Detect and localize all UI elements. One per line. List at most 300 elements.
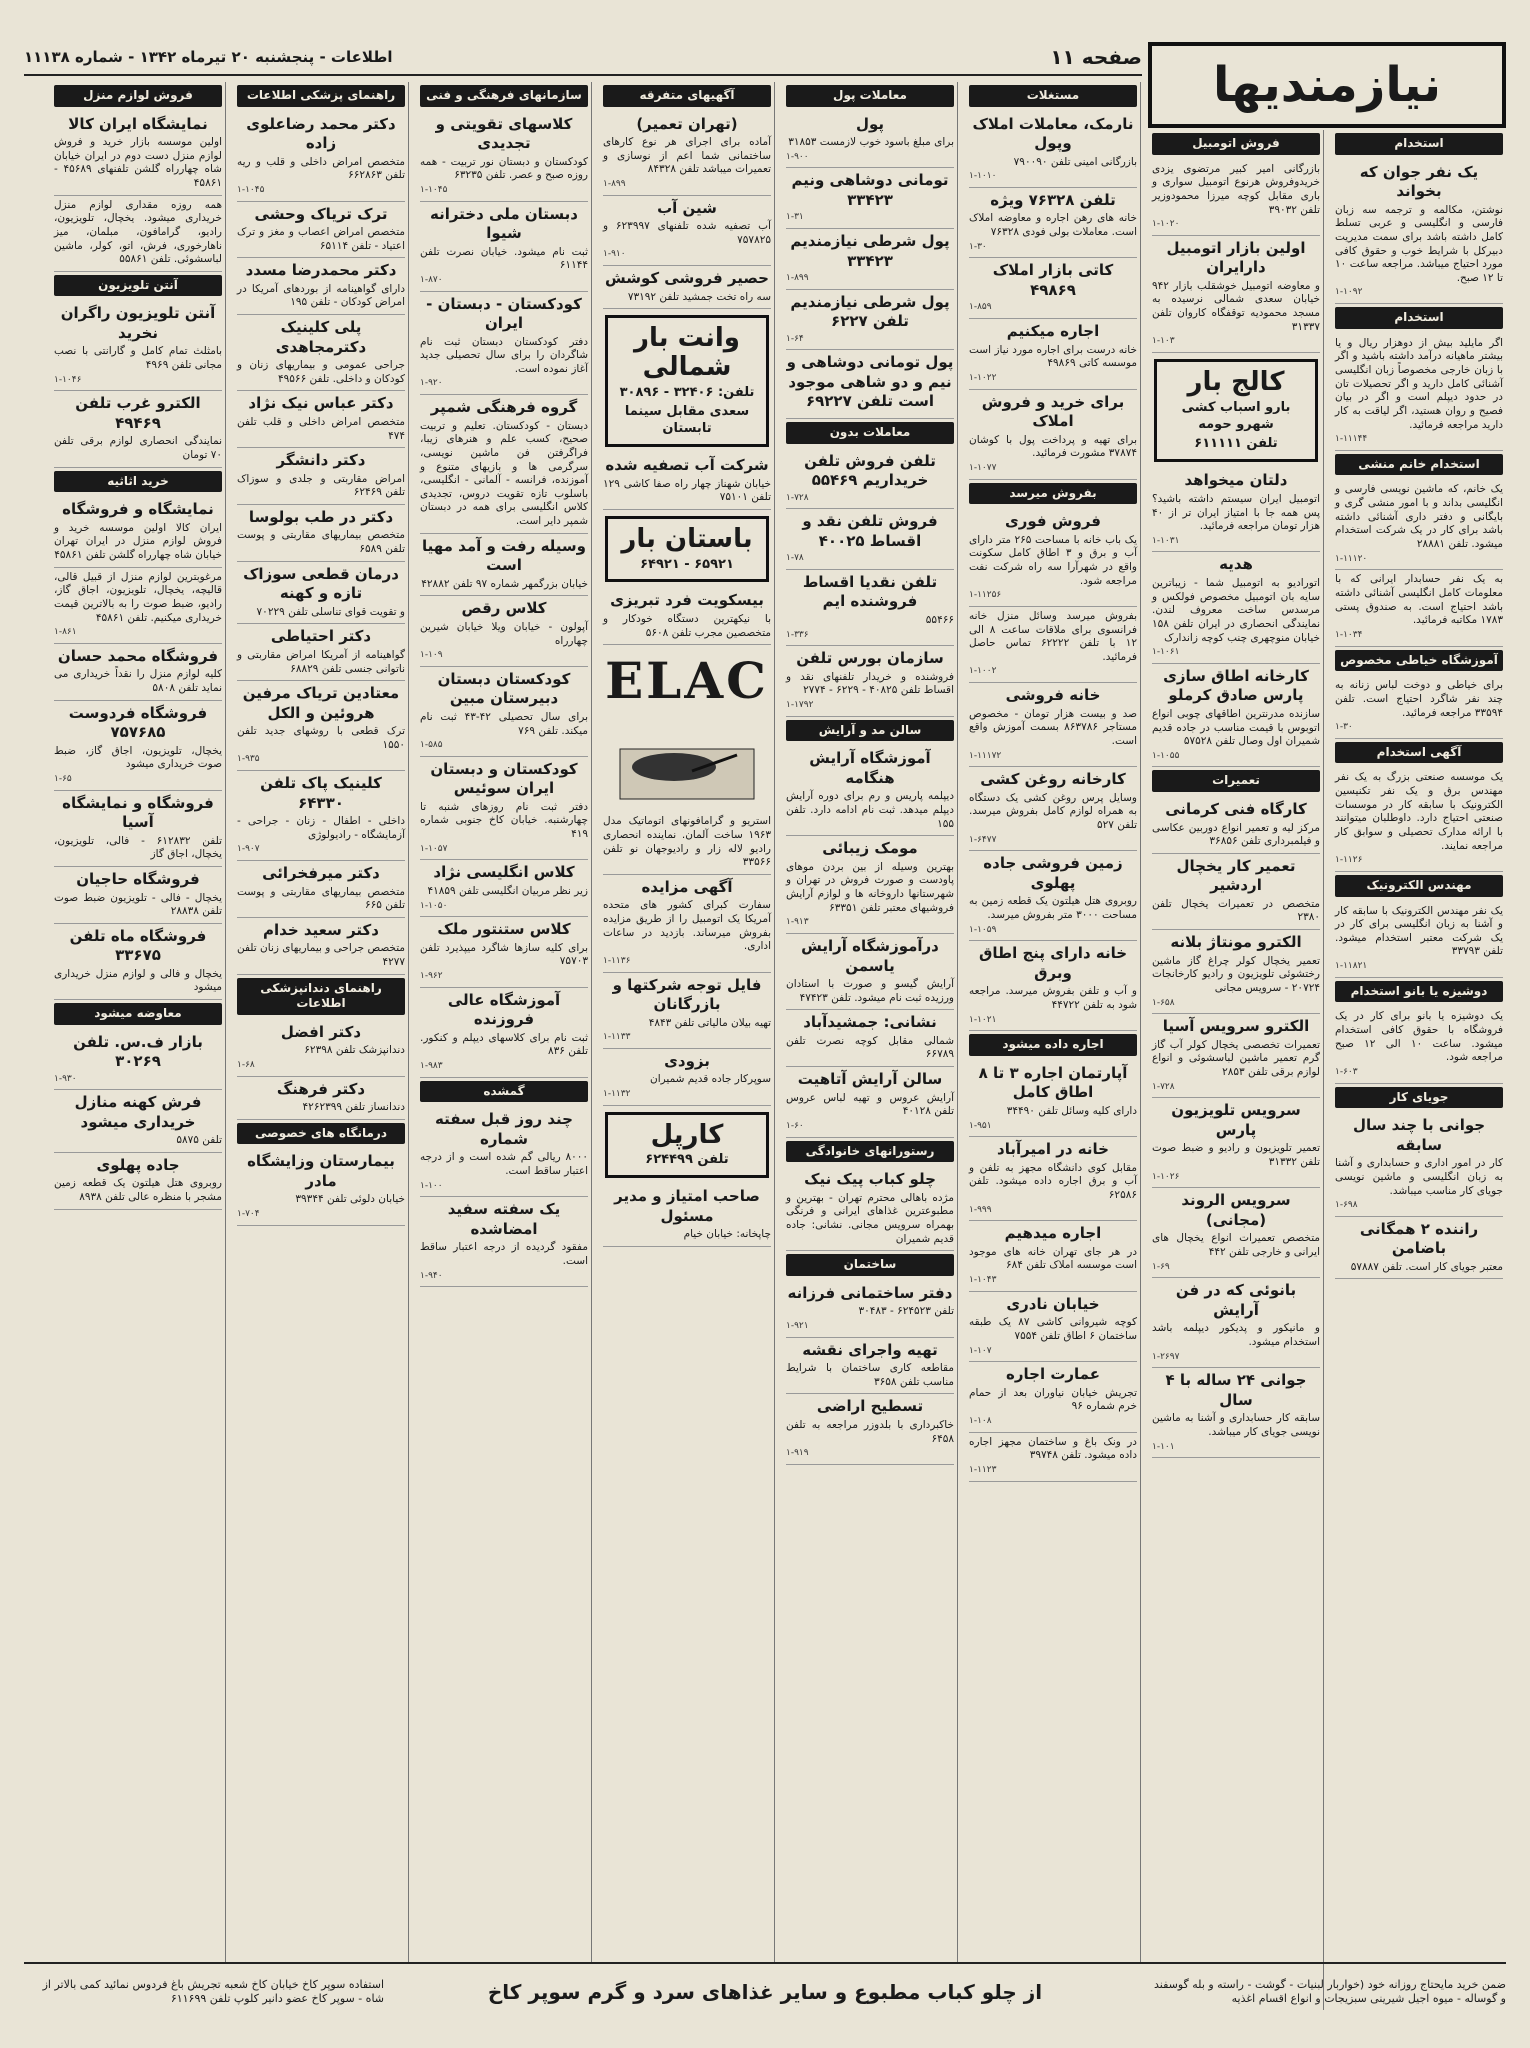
classified-ad xyxy=(786,1167,954,1251)
ad-body: دبستان - کودکستان. تعلیم و تربیت صحیح، کسب علم و هنرهای زیبا، فراگرفتن فن ماشین نویسی، سرگرمی ها و بازیهای متنوع و آموزنده، فرانسه - آلمانی - انگلیسی، باسلوب تازه تقویت دروس، تجدیدی کلاس انگلیسی برای همه در دبستان شمپر دایر است. xyxy=(420,419,588,528)
ad-title: یک نفر جوان که بخواند xyxy=(1359,162,1479,201)
ad-title: خانه در امیرآباد xyxy=(997,1140,1109,1159)
classified-ad xyxy=(786,168,954,229)
classified-ad xyxy=(969,1061,1137,1137)
classified-ad xyxy=(969,509,1137,607)
ad-title: آپارتمان اجاره ۳ تا ۸ اطاق کامل xyxy=(978,1063,1128,1102)
ad-title: پول شرطی نیازمندیم تلفن ۶۲۲۷ xyxy=(790,292,950,331)
ad-code: ۱-۱۰۷۷ xyxy=(969,462,997,473)
ad-title: جاده پهلوی xyxy=(96,1155,180,1174)
classified-ad xyxy=(969,1221,1137,1291)
classified-ad xyxy=(603,453,771,510)
classified-ad xyxy=(969,1292,1137,1362)
ad-title: گروه فرهنگی شمپر xyxy=(430,398,578,417)
ad-title: دکتر محمد رضاعلوی زاده xyxy=(246,114,396,153)
boxed-ad-headline: باستان بار xyxy=(621,523,753,554)
classified-ad xyxy=(420,202,588,292)
ad-body: آب تصفیه شده تلفنهای ۶۲۳۹۹۷ و ۷۵۷۸۲۵ xyxy=(603,220,771,246)
column-rule xyxy=(591,82,592,1962)
ad-body: دیپلمه پاریس و رم برای دوره آرایش دیپلم میدهد. ثبت نام ادامه دارد. تلفن ۱۵۵ xyxy=(786,790,954,830)
ad-title: دکتر میرفخرائی xyxy=(262,864,380,883)
ad-code: ۱-۹۶۲ xyxy=(420,971,443,982)
ad-title: پول شرطی نیازمندیم ۳۳۴۲۳ xyxy=(790,232,950,270)
classified-column xyxy=(51,82,225,1960)
boxed-ad-subline: بارو اسباب کشی شهرو حومه xyxy=(1181,399,1291,432)
ad-code: ۱-۱۷۹۲ xyxy=(786,700,814,711)
ad-body: گواهینامه از آمریکا امراض مقاربتی و ناتوانی جنسی تلفن ۶۸۸۲۹ xyxy=(237,648,405,675)
classified-ad xyxy=(54,791,222,867)
ad-body: ۵۵۴۶۶ xyxy=(925,613,954,626)
classified-ad xyxy=(1152,236,1320,353)
classified-ad xyxy=(54,1030,222,1091)
ad-title: هدیه xyxy=(1219,555,1253,574)
ad-body: دارای کلیه وسائل تلفن ۳۴۴۹۰ xyxy=(1006,1104,1137,1117)
ad-body: متخصص تعمیرات انواع یخچال های ایرانی و خارجی تلفن ۴۴۲ xyxy=(1152,1232,1320,1258)
ad-code: ۱-۸۵۹ xyxy=(969,302,992,313)
ad-code: ۱-۲۶۹۷ xyxy=(1152,1351,1180,1362)
classified-ad xyxy=(1152,854,1320,930)
classified-ad xyxy=(420,596,588,666)
ad-code: ۱-۱۰۹ xyxy=(420,650,443,661)
ad-body: دندانپزشک تلفن ۶۲۳۹۸ xyxy=(304,1044,405,1057)
classified-ad xyxy=(237,391,405,448)
section-title: نیازمندیها xyxy=(1212,57,1442,113)
ad-code: ۱-۷۰۴ xyxy=(237,1209,260,1220)
section-heading: استخدام xyxy=(1335,133,1503,155)
ad-code: ۱-۱۰۳۴ xyxy=(1335,629,1363,640)
ad-title: دفتر ساختمانی فرزانه xyxy=(787,1283,953,1302)
classified-ad xyxy=(420,1197,588,1287)
classified-ad xyxy=(54,644,222,701)
ad-code: ۱-۹۳۰ xyxy=(54,1073,77,1084)
classified-ad xyxy=(237,315,405,391)
classified-ad xyxy=(786,1010,954,1067)
ad-title: فروش فوری xyxy=(1004,512,1101,531)
classified-ad xyxy=(420,112,588,202)
section-heading: ساختمان xyxy=(786,1254,954,1276)
ad-code: ۱-۱۱۲۳ xyxy=(969,1464,997,1475)
ad-title: دکتر دانشگر xyxy=(276,451,366,470)
classified-ad xyxy=(786,1338,954,1395)
elac-logo: ELAC xyxy=(605,651,769,711)
classified-ad xyxy=(54,112,222,196)
ad-body: یک خانم، که ماشین نویسی فارسی و انگلیسی بداند و با امور منشی گری و بایگانی و دفتر داری آشنائی داشته باشد برای کار در یک شرکت استخدام میشود. تلفن ۲۸۸۸۱ xyxy=(1335,483,1503,551)
ad-title: پول تومانی دوشاهی و نیم و دو شاهی موجود است تلفن ۶۹۲۲۷ xyxy=(786,353,954,411)
section-heading: معاملات بدون xyxy=(786,422,954,444)
classified-ad xyxy=(420,395,588,534)
issue-line: اطلاعات - پنجشنبه ۲۰ تیرماه ۱۳۴۲ - شماره ۱۱۱۳۸ xyxy=(24,48,393,66)
page-number: صفحه ۱۱ xyxy=(1050,45,1142,69)
ad-body: مژده باهالی محترم تهران - بهترین و مطبوعترین غذاهای ایرانی و فرنگی بهمراه سرویس مجانی. نشانی: جاده قدیم شمیران xyxy=(786,1191,954,1245)
classified-ad xyxy=(786,1281,954,1338)
ad-title: تهیه واجرای نقشه xyxy=(802,1340,938,1359)
classified-column xyxy=(783,82,957,1960)
classified-ad xyxy=(1152,1014,1320,1098)
boxed-ad xyxy=(605,1112,769,1178)
ad-body: متخصص بیماریهای مقاربتی و پوست تلفن ۶۶۵ xyxy=(237,885,405,912)
classified-column xyxy=(234,82,408,1960)
ad-body: زیر نظر مربیان انگلیسی تلفن ۴۱۸۵۹ xyxy=(427,884,588,897)
ad-body: خیابان شهناز چهار راه صفا کاشی ۱۲۹ تلفن ۷۵۱۰۱ xyxy=(603,477,771,504)
ad-body: اگر مایلید بیش از دوهزار ریال و یا بیشتر ماهیانه درآمد داشته باشید و اگر با زبان خارجی مخصوصاً زبان انگلیسی آشنائی کامل دارید و اگر تحصیلات تان در حدود دیپلم است و اگر در بیان فصیح و روان هستید، اگر لیاقت به کار دارید مراجعه فرمائید. xyxy=(1335,336,1503,431)
classified-ad xyxy=(1152,1098,1320,1188)
ad-code: ۱-۶۴۷۷ xyxy=(969,834,997,845)
ad-code: ۱-۱۰۲۱ xyxy=(969,1014,997,1025)
ad-code: ۱-۶۵۸ xyxy=(1152,997,1175,1008)
classified-ad xyxy=(1152,797,1320,854)
ad-title: دکتر در طب بولوسا xyxy=(248,507,394,526)
section-heading: فروش لوازم منزل xyxy=(54,85,222,107)
ad-body: خانه های رهن اجاره و معاوضه املاک است. معاملات بولی فودی ۷۶۳۲۸ xyxy=(969,212,1137,239)
ad-body: سفارت کبرای کشور های متحده آمریکا یک اتومبیل را از طریق مزایده بفروش میرساند. بازدید در ساعات اداری. xyxy=(603,899,771,953)
column-rule xyxy=(408,82,409,1962)
ad-code: ۱-۱۰۵۵ xyxy=(1152,750,1180,761)
classified-ad xyxy=(420,757,588,861)
ad-body: آرایش عروس و تهیه لباس عروس تلفن ۴۰۱۲۸ xyxy=(786,1091,954,1118)
section-heading: رستورانهای خانوادگی xyxy=(786,1141,954,1163)
ad-code: ۱-۹۸۳ xyxy=(420,1061,443,1072)
ad-body: ثبت نام برای کلاسهای دیپلم و کنکور. تلفن ۸۳۶ xyxy=(420,1031,588,1058)
ad-title: درمان قطعی سوزاک تازه و کهنه xyxy=(243,564,399,603)
ad-code: ۱-۱۰۴۵ xyxy=(420,184,448,195)
ad-code: ۱-۱۰۰ xyxy=(420,1180,443,1191)
ad-code: ۱-۱۰۳ xyxy=(1152,336,1175,347)
ad-body: بامثلث تمام کامل و گارانتی با نصب مجانی تلفن ۴۹۶۹ xyxy=(54,345,222,372)
classified-ad xyxy=(786,509,954,570)
ad-body: یک باب خانه با مساحت ۲۶۵ متر دارای آب و برق و ۳ اطاق کامل سکونت واقع در شهرآرا سه راه شرکت نفت مراجعه شود. xyxy=(969,533,1137,587)
section-heading: آموزشگاه خیاطی مخصوص xyxy=(1335,650,1503,672)
classified-ad xyxy=(786,836,954,934)
ad-title: تسطیح اراضی xyxy=(816,1397,924,1416)
ad-code: ۱-۱۱۲۵۶ xyxy=(969,590,1002,601)
ad-body: خیابان بزرگمهر شماره ۹۷ تلفن ۴۲۸۸۲ xyxy=(421,577,588,590)
ad-code: ۱-۳۱ xyxy=(786,212,804,223)
classified-ad xyxy=(1335,334,1503,451)
ad-code: ۱-۷۲۸ xyxy=(1152,1081,1175,1092)
ad-body: سابقه کار حسابداری و آشنا به ماشین نویسی جویای کار میباشد. xyxy=(1152,1412,1320,1438)
classified-ad xyxy=(603,973,771,1049)
classified-ad xyxy=(969,1362,1137,1432)
boxed-ad xyxy=(1154,359,1318,462)
ad-title: فروشگاه و نمایشگاه آسیا xyxy=(62,793,214,832)
classified-ad xyxy=(54,301,222,391)
ad-title: کلاس رقص xyxy=(461,599,547,618)
ad-body: ایران کالا اولین موسسه خرید و فروش لوازم منزل در ایران تهران خیابان شاه چهارراه گلشن تلفن ۴۵۸۶۱ xyxy=(54,521,222,562)
ad-title: فروشگاه فردوست ۷۵۷۶۸۵ xyxy=(68,703,208,742)
ad-title: آنتن تلویزیون راگران نخرید xyxy=(60,304,216,342)
ad-title: مومک زیبائی xyxy=(822,839,918,858)
classified-ad xyxy=(54,568,222,644)
ad-title: آموزشگاه عالی فروزنده xyxy=(447,990,561,1029)
ad-code: ۱-۱۰۷ xyxy=(969,1345,992,1356)
ad-body: مقاطعه کاری ساختمان با شرایط مناسب تلفن ۳۶۵۸ xyxy=(786,1362,954,1388)
section-title-box xyxy=(1148,42,1506,128)
ad-code: ۱-۹۲۰ xyxy=(420,378,443,389)
classified-ad xyxy=(237,562,405,625)
ad-code: ۱-۱۱۱۷۲ xyxy=(969,750,1002,761)
classified-column xyxy=(417,82,591,1960)
classified-ad xyxy=(1335,160,1503,305)
ad-body: اتومبیل ایران سیستم داشته باشید؟ پس همه جا با امتیاز ایران تر از ۴۰ هزار تومان مراجعه فرمائید. xyxy=(1152,492,1320,533)
classified-ad xyxy=(237,861,405,918)
ad-body: فروشنده و خریدار تلفنهای نقد و اقساط تلفن ۴۰۸۲۵ - ۶۲۲۹ - ۲۷۷۴ xyxy=(786,670,954,697)
ad-body: یک موسسه صنعتی بزرگ به یک نفر مهندس برق و یک نفر تکنیسین الکترونیک با سابقه کار در موسسات صنعتی احتیاج دارد. داوطلبان میتوانند با ارائه مدارک تحصیلی و سوابق کار مراجعه نمایند. xyxy=(1335,771,1503,852)
classified-ad xyxy=(786,112,954,169)
classified-ad xyxy=(969,851,1137,941)
ad-body: روبروی هتل هیلتون یک قطعه زمین مشجر با منظره عالی تلفن ۸۹۳۸ xyxy=(54,1177,222,1204)
ad-title: (تهران تعمیر) xyxy=(636,114,738,133)
ad-title: کلاسهای تقویتی و تجدیدی xyxy=(435,114,573,153)
ad-code: ۱-۱۰۲۲ xyxy=(969,372,997,383)
ad-body: ۸۰۰۰ ریالی گم شده است و از درجه اعتبار ساقط است. xyxy=(420,1151,588,1177)
ad-body: یخچال، تلویزیون، اجاق گاز، ضبط صوت خریداری میشود xyxy=(54,744,222,771)
ad-title: کلاس انگلیسی نژاد xyxy=(433,863,575,882)
ad-body: جراحی عمومی و بیماریهای زنان و کودکان و داخلی. تلفن ۴۹۵۶۶ xyxy=(237,359,405,385)
classified-ad xyxy=(786,570,954,646)
ad-body: متخصص جراحی و بیماریهای زنان تلفن ۴۲۷۷ xyxy=(237,942,405,969)
ad-title: تلفن فروش تلفن خریداریم ۵۵۴۶۹ xyxy=(804,451,936,490)
ad-title: جوانی با چند سال سابقه xyxy=(1352,1116,1486,1154)
section-heading: استخدام خانم منشی xyxy=(1335,454,1503,476)
ad-title: پول xyxy=(855,114,885,133)
classified-ad xyxy=(54,196,222,272)
ad-code: ۱-۱۰۲۰ xyxy=(1152,219,1180,230)
section-heading: سالن مد و آرایش xyxy=(786,720,954,742)
ad-code: ۱-۱۰۹۲ xyxy=(1335,287,1363,298)
ad-code: ۱-۹۳۵ xyxy=(237,754,260,765)
classified-ad xyxy=(237,505,405,562)
banner-left-text: استفاده سوپر کاخ خیابان کاخ شعبه تجریش باغ فردوس نمائید کمی بالاتر از شاه - سوپر کاخ عضو دانیر کلوپ تلفن ۶۱۱۶۹۹ xyxy=(42,1977,385,2005)
ad-body: مرغوبترین لوازم منزل از قبیل قالی، قالیچه، یخچال، تلویزیون، اجاق گاز، رادیو، ضبط صوت را به بالاترین قیمت خریداری میکنیم. تلفن ۴۵۸۶۱ xyxy=(54,570,222,624)
section-heading: درمانگاه های خصوصی xyxy=(237,1123,405,1145)
ad-title: الکترو غرب تلفن ۴۹۴۶۹ xyxy=(75,394,201,432)
ad-code: ۱-۷۲۸ xyxy=(786,492,809,503)
classified-ad xyxy=(54,1153,222,1210)
classified-ad xyxy=(786,350,954,419)
classified-ad xyxy=(969,607,1137,683)
section-heading: فروش اتومبیل xyxy=(1152,133,1320,155)
ad-body: کلیه لوازم منزل را نقداً خریداری می نماید تلفن ۵۸۰۸ xyxy=(54,668,222,695)
classified-ad xyxy=(237,771,405,861)
classified-ad xyxy=(1152,1188,1320,1278)
ad-title: دکتر احتیاطی xyxy=(270,627,372,646)
section-heading: خرید اثاثیه xyxy=(54,471,222,493)
boxed-ad-subline: تلفن ۶۲۴۴۹۹ xyxy=(645,1152,729,1168)
ad-title: دکتر فرهنگ xyxy=(276,1079,366,1098)
classified-ad xyxy=(1152,468,1320,552)
classified-ad xyxy=(54,701,222,791)
ad-title: کلینیک پاک تلفن ۶۴۳۳۰ xyxy=(260,774,382,812)
ad-code: ۱-۳۰ xyxy=(1335,722,1353,733)
ad-title: وسیله رفت و آمد مهیا است xyxy=(421,536,586,575)
ad-title: دکتر افضل xyxy=(280,1022,362,1041)
ad-body: یک دوشیزه یا بانو برای کار در یک فروشگاه با حقوق کافی استخدام میشود. ساعت ۱۰ الی ۱۲ صبح مراجعه شود. xyxy=(1335,1010,1503,1064)
classified-ad xyxy=(786,1394,954,1464)
classified-ad xyxy=(54,391,222,467)
ad-code: ۱-۹۱۹ xyxy=(786,1448,809,1459)
section-heading: آگهی استخدام xyxy=(1335,742,1503,764)
ad-body: به یک نفر حسابدار ایرانی که با معلومات کامل انگلیسی آشنائی داشته باشد احتیاج است. به صندوق پستی ۱۷۸۳ مکاتبه فرمائید. xyxy=(1335,573,1503,627)
ad-body: و معاوضه اتومبیل خوشقلب بازار ۹۴۲ خیابان سعدی شمالی نرسیده به مسجد محمودیه توقفگاه کاروان تلفن ۳۱۳۳۷ xyxy=(1152,279,1320,333)
ad-code: ۱-۱۰۳۱ xyxy=(1152,535,1180,546)
ad-title: صاحب امتیاز و مدیر مسئول xyxy=(614,1187,760,1225)
ad-code: ۱-۹۲۱ xyxy=(786,1320,809,1331)
ad-title: کارخانه اطاق سازی پارس صادق کرملو xyxy=(1163,666,1309,705)
boxed-ad-headline: کالج بار xyxy=(1187,367,1285,398)
ad-code: ۱-۸۶۱ xyxy=(54,627,77,638)
ad-code: ۱-۱۰۲۶ xyxy=(1152,1171,1180,1182)
ad-code: ۱-۱۱۳۳ xyxy=(603,1032,631,1043)
section-heading: مهندس الکترونیک xyxy=(1335,875,1503,897)
classified-ad xyxy=(969,941,1137,1031)
classified-ad xyxy=(237,202,405,259)
ad-title: چلو کباب پیک نیک xyxy=(804,1170,936,1189)
boxed-ad-extra: سعدی مقابل سینما تابستان xyxy=(624,404,750,437)
ad-title: تومانی دوشاهی ونیم ۳۳۴۲۳ xyxy=(791,171,949,209)
classified-ad xyxy=(237,1020,405,1077)
ad-title: خانه دارای پنج اطاق وبرق xyxy=(978,944,1128,982)
classified-ad xyxy=(786,290,954,351)
ad-code: ۱-۸۹۹ xyxy=(786,273,809,284)
ad-code: ۱-۶۰۳ xyxy=(1335,1066,1358,1077)
classified-ad xyxy=(420,917,588,987)
ad-code: ۱-۱۱۳۶ xyxy=(603,955,631,966)
ad-body: با نیکهترین دستگاه خودکار و متخصصین مجرب تلفن ۵۶۰۸ xyxy=(603,612,771,639)
ad-code: ۱-۶۵ xyxy=(54,774,72,785)
ad-title: کودکستان - دبستان - ایران xyxy=(426,294,582,333)
ad-code: ۱-۳۰ xyxy=(969,241,987,252)
classified-ad xyxy=(1335,1007,1503,1083)
classified-ad xyxy=(1335,676,1503,739)
ad-body: خاکبرداری با بلدوزر مراجعه به تلفن ۶۴۵۸ xyxy=(786,1418,954,1445)
classified-ad xyxy=(237,1149,405,1225)
ad-title: نمایشگاه و فروشگاه xyxy=(62,500,214,519)
ad-title: برای خرید و فروش املاک xyxy=(981,392,1125,431)
classified-ad xyxy=(54,867,222,924)
ad-body: سوپرکار جاده قدیم شمیران xyxy=(650,1073,771,1086)
ad-title: بانوئی که در فن آرایش xyxy=(1175,1281,1297,1319)
ad-title: کاتی بازار املاک ۴۹۸۶۹ xyxy=(992,261,1114,299)
ad-body: متخصص در تعمیرات یخچال تلفن ۲۳۸۰ xyxy=(1152,897,1320,924)
ad-title: کودکستان و دبستان ایران سوئیس xyxy=(430,759,578,798)
ad-code: ۱-۱۰۶۱ xyxy=(1152,647,1180,658)
ad-code: ۱-۱۰۵۷ xyxy=(420,843,448,854)
ad-code: ۱-۱۱۳۲ xyxy=(603,1089,631,1099)
ad-body: نمایندگی انحصاری لوازم برقی تلفن ۷۰ تومان xyxy=(54,435,222,462)
ad-code: ۱-۱۰۸ xyxy=(969,1416,992,1427)
ad-body: یک نفر مهندس الکترونیک با سابقه کار و آشنا به زبان انگلیسی برای کار در یک شرکت معتبر استخدام میشود. تلفن ۳۳۷۹۳ xyxy=(1335,904,1503,958)
ad-body: چاپخانه: خیابان خیام xyxy=(683,1228,771,1241)
ad-body: مرکز لیه و تعمیر انواع دوربین عکاسی و فیلمبرداری تلفن ۳۶۸۵۶ xyxy=(1152,821,1320,848)
classified-ad xyxy=(786,1067,954,1137)
section-heading: آنتن تلویزیون xyxy=(54,275,222,297)
classified-ad xyxy=(969,112,1137,188)
ad-title: عمارت اجاره xyxy=(1006,1365,1100,1384)
classified-ad xyxy=(237,448,405,505)
ad-code: ۱-۶۰ xyxy=(786,1120,804,1131)
ad-title: فرش کهنه منازل خریداری میشود xyxy=(74,1093,202,1131)
ad-body: مقابل کوی دانشگاه مجهز به تلفن و آب و برق اجاره داده میشود. تلفن ۶۲۵۸۶ xyxy=(969,1161,1137,1201)
ad-title: سالن آرایش آتاهیت xyxy=(797,1070,943,1089)
boxed-ad-headline: کارپل xyxy=(650,1119,724,1150)
ad-title: خانه فروشی xyxy=(1005,686,1101,705)
classified-ad xyxy=(786,229,954,290)
section-heading: جویای کار xyxy=(1335,1087,1503,1109)
classified-ad xyxy=(969,1137,1137,1221)
ad-body: متخصص بیماریهای مقاربتی و پوست تلفن ۶۵۸۹ xyxy=(237,529,405,556)
ad-body: برای کلیه سازها شاگرد میپذیرد تلفن ۷۵۷۰۳ xyxy=(420,941,588,968)
classified-ad xyxy=(603,112,771,196)
newspaper-header xyxy=(24,40,1142,76)
section-heading: آگهیهای متفرقه xyxy=(603,85,771,107)
ad-body: یخچال و فالی و لوازم منزل خریداری میشود xyxy=(54,967,222,994)
ad-code: ۱-۱۱۱۴۴ xyxy=(1335,434,1368,445)
section-heading: بفروش میرسد xyxy=(969,483,1137,505)
ad-body: بفروش میرسد وسائل منزل خانه فرانسوی برای ملاقات ساعت ۸ الی ۱۲ با تلفن ۶۲۲۲۲ تماس حاصل فرمائید. xyxy=(969,609,1137,663)
ad-title: تلفن ۷۶۳۲۸ ویژه xyxy=(990,190,1116,209)
ad-body: دندانساز تلفن ۴۲۶۲۳۹۹ xyxy=(302,1101,405,1114)
classified-ad xyxy=(969,1433,1137,1482)
classified-ad xyxy=(969,188,1137,258)
boxed-ad-headline: وانت بار شمالی xyxy=(634,323,740,382)
ad-body: بازرگانی امیر کبیر مرتضوی یزدی خریدوفروش هرنوع اتومبیل سواری و باری مقابل کوچه میرزا محمودوزیر تلفن ۳۹۰۳۲ xyxy=(1152,162,1320,216)
ad-code: ۱-۸۹۹ xyxy=(603,179,626,190)
ad-body: بهترین وسیله از بین بردن موهای پاودست و صورت فروش در تهران و شهرستانها داروخانه ها و لوازم آرایش فروشیهای معتبر تلفن ۶۳۳۵۱ xyxy=(786,860,954,914)
section-heading: اجاره داده میشود xyxy=(969,1034,1137,1056)
column-rule xyxy=(774,82,775,1962)
section-heading: سازمانهای فرهنگی و فنی xyxy=(420,85,588,107)
column-rule xyxy=(1323,130,1324,2010)
ad-title: فروش تلفن نقد و اقساط ۴۰۰۲۵ xyxy=(802,512,938,550)
classified-column xyxy=(1149,130,1323,1960)
classified-ad xyxy=(603,588,771,645)
elac-ad xyxy=(603,645,771,875)
ad-body: برای مبلغ باسود خوب لازمست ۳۱۸۵۳ xyxy=(788,136,954,149)
ad-title: فروشگاه ماه تلفن ۳۳۶۷۵ xyxy=(69,926,207,965)
ad-title: دکتر محمدرضا مسدد xyxy=(245,261,397,280)
ad-body: آرایش گیسو و صورت با استادان ورزیده ثبت نام میشود. تلفن ۴۷۴۲۳ xyxy=(786,978,954,1004)
classified-ad xyxy=(1152,552,1320,663)
ad-body: برای خیاطی و دوخت لباس زنانه به چند نفر شاگرد احتیاج است. تلفن ۳۳۵۹۴ مراجعه فرمائید. xyxy=(1335,679,1503,719)
classified-ad xyxy=(969,258,1137,319)
classified-ad xyxy=(1335,1217,1503,1280)
ad-body: مفقود گردیده از درجه اعتبار ساقط است. xyxy=(420,1241,588,1267)
ad-code: ۱-۹۴۰ xyxy=(420,1270,443,1281)
banner-main-text: از چلو کباب مطبوع و سایر غذاهای سرد و گرم سوپر کاخ xyxy=(487,1980,1043,2004)
ad-body: اولین موسسه بازار خرید و فروش لوازم منزل دست دوم در ایران خیابان شاه چهارراه گلشن تلفنهای ۴۵۶۸۹ - ۴۵۸۶۱ xyxy=(54,136,222,190)
ad-title: تلفن نقدیا اقساط فروشنده ایم xyxy=(802,572,938,611)
ad-title: کودکستان دبستان دبیرستان مبین xyxy=(437,669,571,708)
ad-title: معتادین تریاک مرفین هروئین و الکل xyxy=(242,684,400,722)
classified-ad xyxy=(1335,902,1503,978)
ad-code: ۱-۱۰۱ xyxy=(1152,1441,1175,1452)
ad-code: ۱-۱۱۸۲۱ xyxy=(1335,961,1368,972)
ad-body: داخلی - اطفال - زنان - جراحی - آزمایشگاه - رادیولوژی xyxy=(237,815,405,841)
ad-body: متخصص امراض داخلی و قلب تلفن ۴۷۴ xyxy=(237,415,405,442)
classified-ad xyxy=(420,860,588,917)
ad-code: ۱-۹۹۹ xyxy=(969,1204,992,1215)
ad-code: ۱-۷۸ xyxy=(786,553,804,564)
ad-body: سازنده مدرنترین اطاقهای چوبی انواع اتوبوس با قیمت مناسب در جاده قدیم شمیران اول وصال تلفن ۵۷۵۲۸ xyxy=(1152,707,1320,748)
classified-ad xyxy=(786,646,954,716)
ad-title: سرویس تلویزیون پارس xyxy=(1171,1101,1301,1139)
classified-ad xyxy=(420,988,588,1078)
column-rule xyxy=(1140,82,1141,1962)
ad-title: فایل توجه شرکتها و بازرگانان xyxy=(612,975,762,1014)
ad-body: نوشتن، مکالمه و ترجمه سه زبان فارسی و انگلیسی و عربی تسلط کامل داشته باشد برای سمت مدیریت دبیرکل با شرایط خوب و حقوق کافی مورد احتیاج میباشد. مراجعه ساعت ۱۰ تا ۱۲ صبح. xyxy=(1335,203,1503,284)
column-rule xyxy=(957,82,958,1962)
classified-ad xyxy=(420,667,588,757)
